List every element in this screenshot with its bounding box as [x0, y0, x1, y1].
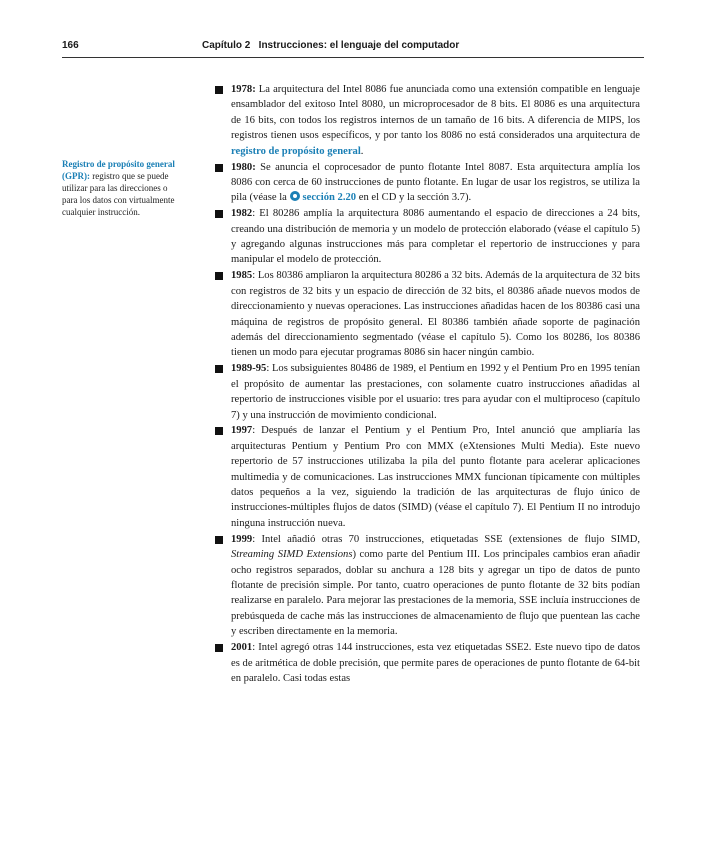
bullet-square-icon [215, 210, 223, 218]
entry-italic: Streaming SIMD Extensions [231, 549, 353, 561]
glossary-link[interactable]: registro de propósito general [231, 145, 361, 157]
page-header [62, 40, 644, 56]
entry-year: 2001 [231, 642, 253, 654]
entry-text-end: en el CD y la sección 3.7). [356, 192, 472, 204]
entry-year: 1978: [231, 84, 256, 95]
entry-text: Se anuncia el coprocesador de punto flotante Intel 8087. Esta arquitectura amplía los 8086 con cerca de 60 instrucciones de punto flotante. En lugar de usar los registros, se utiliza la pila (véase la [231, 161, 640, 204]
entry-text-end: . [360, 145, 364, 157]
entry-year: 1997 [231, 425, 253, 437]
entry-text: : Intel añadió otras 70 instrucciones, etiquetadas SSE (extensiones de flujo SIMD, [252, 533, 640, 545]
entry-text: : Después de lanzar el Pentium y el Pentium Pro, Intel anunció que ampliaría las arquitecturas Pentium y Pentium Pro con MMX (eXtensiones Multi Media). Este nuevo repertorio de 57 instrucciones utilizaba la pila del punto flotante para acelerar aplicaciones multimedia y de comunicaciones. Las instrucciones MMX funcionan típicamente con múltiples datos pequeños a la vez, siguiendo la tradición de las arquitecturas de flujo único de instrucciones-múltiples flujos de datos (SIMD) (véase el capítulo 7). El Pentium II no introdujo ninguna instrucción nueva. [231, 425, 640, 529]
entry-year: 1999 [231, 533, 253, 545]
timeline-entry-1989-95 [214, 361, 640, 423]
timeline-entry-2001 [214, 640, 640, 686]
running-head: Capítulo 2 Instrucciones: el lenguaje del computador [202, 40, 460, 51]
cd-section-link[interactable]: sección 2.20 [302, 192, 357, 204]
entry-text: : El 80286 amplía la arquitectura 8086 aumentando el espacio de direcciones a 24 bits, creando una distribución de memoria y un modelo de protección elaborado (véase el capítulo 5) y agregando algunas instrucciones más para completar el repertorio de instrucciones y para manipular el modelo de protección. [231, 208, 640, 266]
bullet-square-icon [215, 272, 223, 280]
entry-year: 1989-95 [231, 363, 267, 375]
timeline-entry-1997 [214, 423, 640, 531]
cd-icon [290, 191, 300, 201]
timeline-entry-1980 [214, 160, 640, 206]
bullet-square-icon [215, 536, 223, 544]
definition-text: registro que se puede utilizar para las direcciones o para los datos con virtualmente cualquier instrucción. [62, 171, 175, 217]
entry-text-end: ) como parte del Pentium III. Los principales cambios eran añadir ocho registros separados, doblar su anchura a 128 bits y agregar un tipo de datos de punto flotante de precisión simple. Por tanto, cuatro operaciones de punto flotante de 32 bits podían realizarse en paralelo. Para mejorar las prestaciones de la memoria, SSE incluía instrucciones de prebúsqueda de cache más las instrucciones de almacenamiento de flujo que puentean las cache y escriben directamente en la memoria. [231, 549, 641, 638]
entry-text: : Los 80386 ampliaron la arquitectura 80286 a 32 bits. Además de la arquitectura de 32 bits con registros de 32 bits y un espacio de dirección de 32 bits, el 80386 añade nuevos modos de direccionamiento y nuevas operaciones. Las instrucciones añadidas hacen de los 80386 casi una máquina de registros de propósito general. El 80386 también añade soporte de paginación además del direccionamiento segmentado (véase el capítulo 5). Como los 80286, los 80386 tienen un modo para ejecutar programas 8086 sin hacer ningún cambio. [231, 270, 640, 359]
bullet-square-icon [215, 86, 223, 94]
bullet-square-icon [215, 427, 223, 435]
entry-text: : Intel agregó otras 144 instrucciones, esta vez etiquetadas SSE2. Este nuevo tipo de datos es de aritmética de doble precisión, que permite pares de operaciones de punto flotante de 64-bit en paralelo. Casi todas estas [231, 642, 640, 684]
page-number: 166 [62, 40, 79, 51]
entry-year: 1980: [231, 161, 256, 173]
bullet-square-icon [215, 164, 223, 172]
bullet-square-icon [215, 365, 223, 373]
bullet-square-icon [215, 644, 223, 652]
header-rule [62, 57, 644, 58]
definition-term: Registro de propósito general (GPR): [62, 159, 175, 181]
entry-year: 1985 [231, 270, 253, 282]
timeline-entry-1999 [214, 532, 640, 640]
entry-year: 1982 [231, 208, 253, 220]
entry-text: : Los subsiguientes 80486 de 1989, el Pentium en 1992 y el Pentium Pro en 1995 tenían el propósito de aumentar las prestaciones, con solamente cuatro instrucciones añadidas al repertorio de instrucciones visible por el usuario: tres para ayudar con el multiproceso (capítulo 7) y una instrucción de movimiento condicional. [231, 363, 640, 421]
entry-text: La arquitectura del Intel 8086 fue anunciada como una extensión compatible en lenguaje ensamblador del exitoso Intel 8080, un microprocesador de 8 bits. El 8086 es una arquitectura de 16 bits, con todos los registros internos de un tamaño de 16 bits. A diferencia de MIPS, los registros tienen usos específicos, y por tanto los 8086 no está considerados una arquitectura de [231, 84, 640, 142]
margin-definition [62, 158, 182, 218]
timeline-entry-1982 [214, 206, 640, 268]
timeline-entry-1985 [214, 268, 640, 360]
main-text [214, 82, 640, 687]
timeline-entry-1978 [214, 82, 640, 159]
